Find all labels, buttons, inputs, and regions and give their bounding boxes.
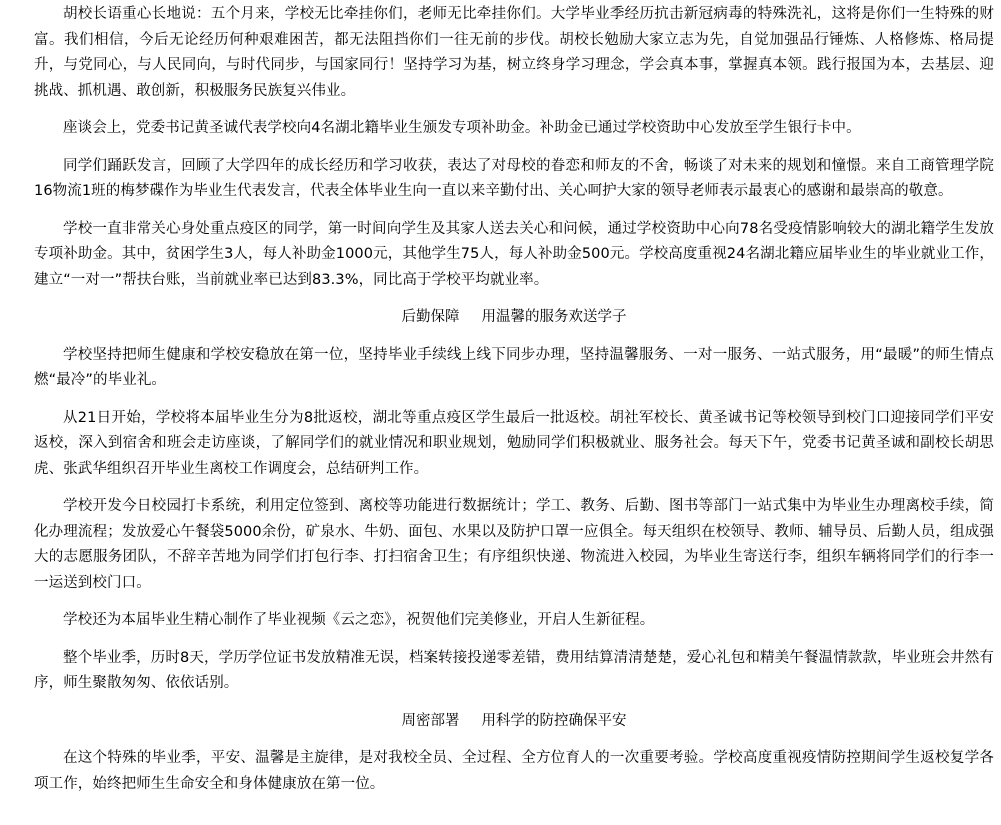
paragraph: 学校坚持把师生健康和学校安稳放在第一位，坚持毕业手续线上线下同步办理，坚持温馨服务、一对一服务、一站式服务，用“最暖”的师生情点燃“最冷”的毕业礼。 bbox=[34, 346, 994, 388]
paragraph: 同学们踊跃发言，回顾了大学四年的成长经历和学习收获，表达了对母校的眷恋和师友的不舍，畅谈了对未来的规划和憧憬。来自工商管理学院16物流1班的梅梦碟作为毕业生代表发言，代表全体毕业生向一直以来辛勤付出、关心呵护大家的领导老师表示最衷心的感谢和最崇高的敬意。 bbox=[34, 157, 994, 199]
section-subheading bbox=[34, 709, 994, 735]
subheading-subtitle: 用科学的防控确保平安 bbox=[481, 712, 627, 729]
paragraph: 学校还为本届毕业生精心制作了毕业视频《云之恋》，祝贺他们完美修业，开启人生新征程。 bbox=[63, 612, 655, 628]
section-subheading bbox=[34, 305, 994, 331]
article-body bbox=[0, 2, 994, 797]
subheading-title: 周密部署 bbox=[401, 712, 460, 729]
subheading-title: 后勤保障 bbox=[401, 309, 460, 325]
paragraph: 整个毕业季，历时8天，学历学位证书发放精准无误，档案转接投递零差错，费用结算清清楚楚，爱心礼包和精美午餐温情款款，毕业班会井然有序，师生聚散匆匆、依依话别。 bbox=[34, 649, 994, 691]
paragraph: 胡校长语重心长地说：五个月来，学校无比牵挂你们，老师无比牵挂你们。大学毕业季经历抗击新冠病毒的特殊洗礼，这将是你们一生特殊的财富。我们相信，今后无论经历何种艰难困苦，都无法阻挡你们一往无前的步伐。胡校长勉励大家立志为先，自觉加强品行锤炼、人格修炼、格局提升，与党同心，与人民同向，与时代同步，与国家同行！坚持学习为基，树立终身学习理念，学会真本事，掌握真本领。践行报国为本，去基层、迎挑战、抓机遇、敢创新，积极服务民族复兴伟业。 bbox=[34, 6, 994, 99]
subheading-subtitle: 用温馨的服务欢送学子 bbox=[481, 309, 627, 325]
paragraph: 座谈会上，党委书记黄圣诚代表学校向4名湖北籍毕业生颁发专项补助金。补助金已通过学校资助中心发放至学生银行卡中。 bbox=[63, 120, 861, 136]
paragraph: 学校开发今日校园打卡系统，利用定位签到、离校等功能进行数据统计；学工、教务、后勤、图书等部门一站式集中为毕业生办理离校手续，简化办理流程；发放爱心午餐袋5000余份，矿泉水、牛奶、面包、水果以及防护口罩一应俱全。每天组织在校领导、教师、辅导员、后勤人员，组成强大的志愿服务团队，不辞辛苦地为同学们打包行李、打扫宿舍卫生；有序组织快递、物流进入校园，为毕业生寄送行李，组织车辆将同学们的行李一一运送到校门口。 bbox=[34, 498, 994, 591]
paragraph: 从21日开始，学校将本届毕业生分为8批返校，湖北等重点疫区学生最后一批返校。胡社军校长、黄圣诚书记等校领导到校门口迎接同学们平安返校，深入到宿舍和班会走访座谈，了解同学们的就业情况和职业规划，勉励同学们积极就业、服务社会。每天下午，党委书记黄圣诚和副校长胡思虎、张武华组织召开毕业生离校工作调度会，总结研判工作。 bbox=[34, 409, 994, 477]
paragraph: 学校一直非常关心身处重点疫区的同学，第一时间向学生及其家人送去关心和问候，通过学校资助中心向78名受疫情影响较大的湖北籍学生发放专项补助金。其中，贫困学生3人，每人补助金1000元，其他学生75人，每人补助金500元。学校高度重视24名湖北籍应届毕业生的毕业就业工作，建立“一对一”帮扶台账，当前就业率已达到83.3%，同比高于学校平均就业率。 bbox=[34, 220, 994, 288]
paragraph: 在这个特殊的毕业季，平安、温馨是主旋律，是对我校全员、全过程、全方位育人的一次重要考验。学校高度重视疫情防控期间学生返校复学各项工作，始终把师生生命安全和身体健康放在第一位。 bbox=[34, 750, 994, 792]
